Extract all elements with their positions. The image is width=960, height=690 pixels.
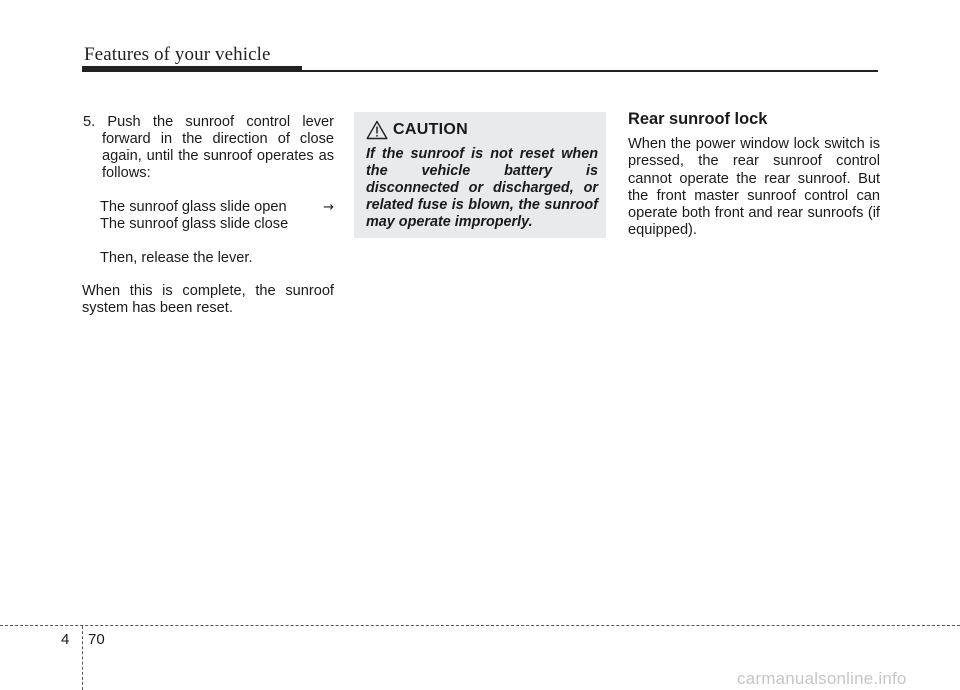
page-number: 70 [88, 631, 105, 648]
section-heading: Rear sunroof lock [628, 110, 768, 128]
footer-divider [0, 625, 960, 626]
caution-header [366, 120, 468, 140]
left-column [82, 114, 334, 317]
right-column [628, 111, 880, 240]
sequence-close-text: The sunroof glass slide close [100, 216, 289, 232]
step-5-text: 5. Push the sunroof control lever forward in the direction of close again, until the sunroof operates as follows: [83, 114, 334, 181]
footer-vertical-divider [82, 626, 83, 690]
reset-complete-text: When this is complete, the sunroof system has been reset. [82, 283, 334, 316]
sequence-line-1 [100, 199, 334, 216]
header-rule-thin [300, 70, 878, 72]
header-rule-thick [82, 66, 302, 72]
right-arrow-icon: → [323, 200, 334, 215]
watermark: carmanualsonline.info [737, 669, 907, 688]
section-body: When the power window lock switch is pressed, the rear sunroof control cannot operate the rear sunroof. But the front master sunroof control can operate both front and rear sunroofs (if equipped). [628, 136, 880, 239]
release-text: Then, release the lever. [100, 250, 253, 266]
sequence-block [82, 199, 334, 233]
caution-box [354, 112, 606, 238]
page-header-title: Features of your vehicle [84, 44, 271, 65]
caution-title: CAUTION [393, 121, 468, 138]
warning-triangle-icon [366, 120, 388, 140]
sequence-open-text: The sunroof glass slide open [100, 199, 287, 215]
chapter-number: 4 [61, 631, 70, 648]
caution-text: If the sunroof is not reset when the vehicle battery is disconnected or discharged, or related fuse is blown, the sunroof may operate improperly. [366, 146, 598, 230]
